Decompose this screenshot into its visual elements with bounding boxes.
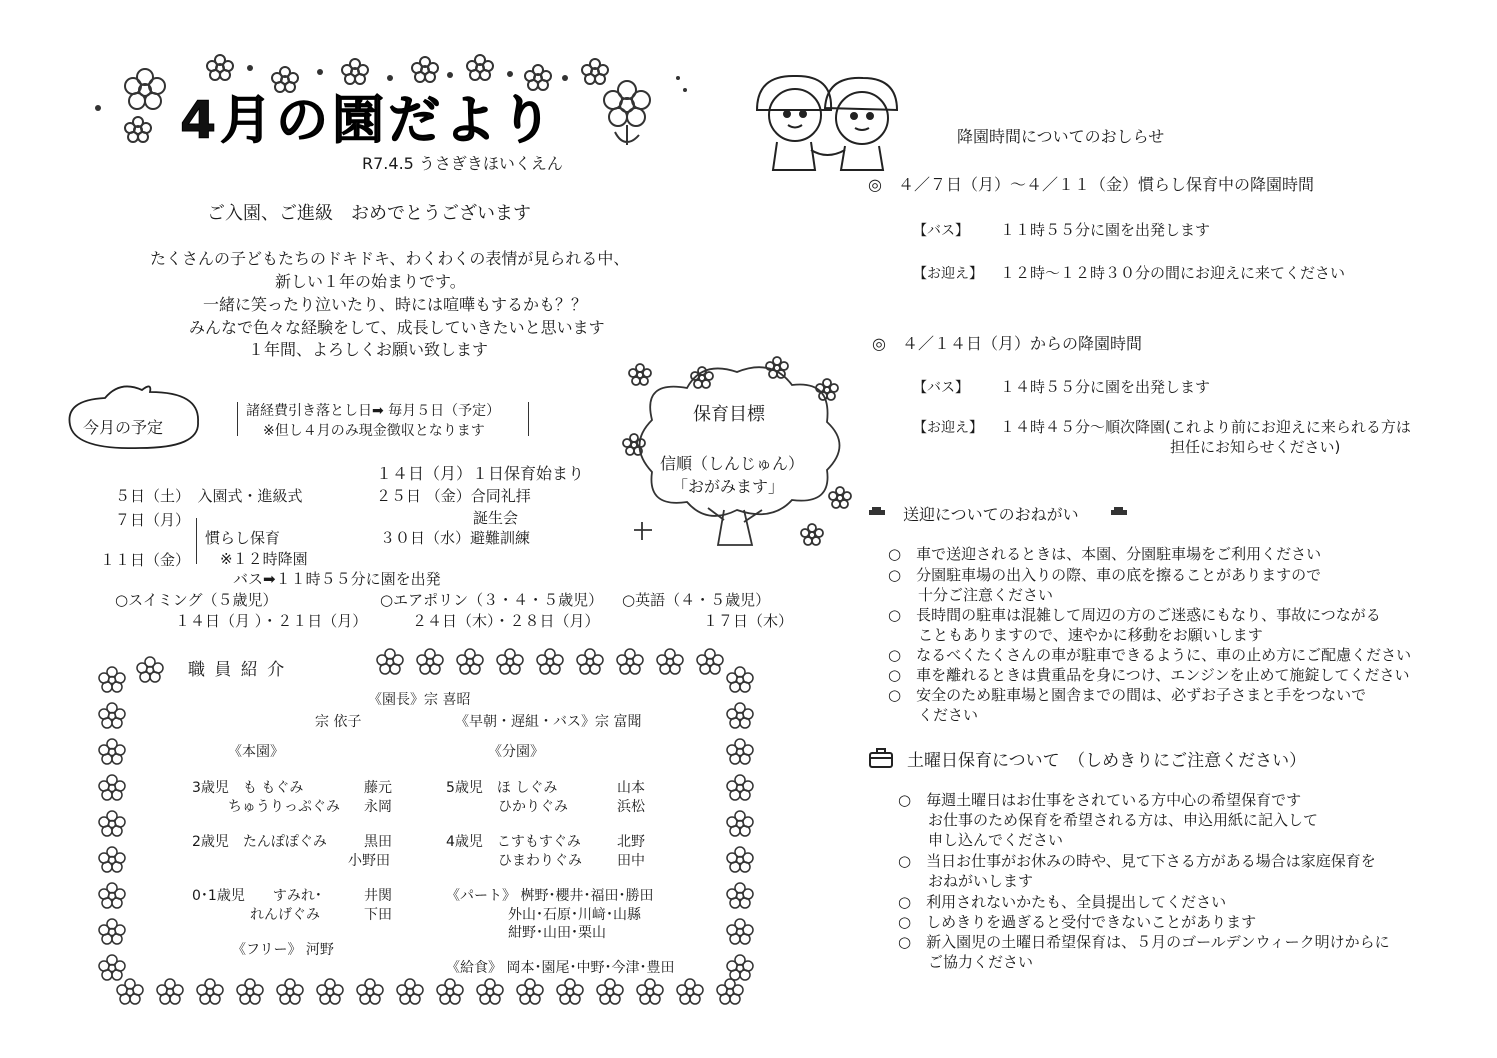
goal-line-2: 「おがみます」 bbox=[672, 477, 785, 496]
car-icon bbox=[1110, 506, 1128, 518]
staff-class: ちゅうりっぷぐみ bbox=[228, 799, 340, 815]
transport-item: 十分ご注意ください bbox=[888, 586, 1054, 604]
schedule-item: バス➡１１時５５分に園を出発 bbox=[233, 570, 441, 588]
transport-item: ください bbox=[888, 706, 979, 724]
staff-vice: 宗 依子 bbox=[315, 714, 362, 730]
schedule-item: 慣らし保育 bbox=[205, 529, 281, 547]
pickup-section-1: ◎ ４／７日（月）～４／１１（金）慣らし保育中の降園時間 bbox=[868, 175, 1314, 194]
transport-item: ○ 車で送迎されるときは、本園、分園駐車場をご利用ください bbox=[888, 545, 1322, 563]
staff-branch-label: 《分園》 bbox=[488, 744, 544, 760]
staff-class: 3歳児 も もぐみ bbox=[192, 780, 304, 796]
staff-teacher: 黒田 bbox=[364, 834, 392, 850]
saturday-item: おねがいします bbox=[898, 872, 1034, 890]
transport-item: ○ 車を離れるときは貴重品を身につけ、エンジンを止めて施錠してください bbox=[888, 666, 1410, 684]
greeting-heading: ご入園、ご進級 おめでとうございます bbox=[207, 203, 531, 224]
pickup-mukae-text-2: 担任にお知らせください) bbox=[1170, 438, 1341, 456]
pickup-bus-text: １１時５５分に園を出発します bbox=[1000, 221, 1211, 239]
schedule-item: 誕生会 bbox=[473, 509, 519, 527]
schedule-item: ○エアポリン（３・４・５歳児） bbox=[380, 591, 604, 609]
staff-teacher: 藤元 bbox=[364, 780, 392, 796]
pickup-mukae-text: １４時４５分～順次降園(これより前にお迎えに来られる方は bbox=[1000, 418, 1411, 436]
transport-item: こともありますので、速やかに移動をお願いします bbox=[888, 626, 1263, 644]
pickup-mukae-text: １２時～１２時３０分の間にお迎えに来てください bbox=[1000, 264, 1346, 282]
staff-free: 《フリー》 河野 bbox=[232, 942, 334, 958]
schedule-item: １１日（金） bbox=[100, 551, 191, 569]
schedule-item: ３０日（水）避難訓練 bbox=[380, 529, 531, 547]
pickup-bus-label: 【バス】 bbox=[913, 380, 969, 396]
staff-kitchen: 《給食》 岡本･園尾･中野･今津･豊田 bbox=[446, 960, 675, 976]
transport-item: ○ 分園駐車場の出入りの際、車の底を擦ることがありますので bbox=[888, 566, 1322, 584]
schedule-item: ※１２時降園 bbox=[220, 550, 308, 568]
schedule-item: ○スイミング（５歳児） bbox=[115, 591, 278, 609]
staff-teacher: 永岡 bbox=[364, 799, 392, 815]
page-title: 4月の園だより bbox=[180, 91, 557, 151]
staff-teacher: 田中 bbox=[617, 853, 645, 869]
saturday-item: ○ 利用されないかたも、全員提出してください bbox=[898, 893, 1227, 911]
pickup-bus-text: １４時５５分に園を出発します bbox=[1000, 378, 1211, 396]
schedule-item: １４日（月）１日保育始まり bbox=[376, 464, 585, 483]
staff-class: ひまわりぐみ bbox=[498, 853, 582, 869]
saturday-item: ご協力ください bbox=[898, 953, 1034, 971]
greeting-line: たくさんの子どもたちのドキドキ、わくわくの表情が見られる中、 bbox=[150, 249, 630, 268]
children-illustration bbox=[745, 70, 915, 180]
saturday-item: 申し込んでください bbox=[898, 831, 1064, 849]
saturday-item: お仕事のため保育を希望される方は、申込用紙に記入して bbox=[898, 811, 1319, 829]
pickup-section-2: ◎ ４／１４日（月）からの降園時間 bbox=[872, 334, 1142, 353]
staff-teacher: 北野 bbox=[617, 834, 645, 850]
pickup-bus-label: 【バス】 bbox=[913, 223, 969, 239]
saturday-item: ○ 新入園児の土曜日希望保育は、５月のゴールデンウィーク明けからに bbox=[898, 933, 1390, 951]
goal-line-1: 信順（しんじゅん） bbox=[660, 454, 805, 473]
greeting-line: １年間、よろしくお願い致します bbox=[248, 340, 489, 359]
transport-title: 送迎についてのおねがい bbox=[903, 505, 1079, 524]
saturday-title: 土曜日保育について （しめきりにご注意ください） bbox=[907, 751, 1307, 771]
transport-item: ○ なるべくたくさんの車が駐車できるように、車の止め方にご配慮ください bbox=[888, 646, 1412, 664]
bag-icon bbox=[868, 746, 896, 770]
staff-class: ひかりぐみ bbox=[498, 799, 568, 815]
transport-item: ○ 長時間の駐車は混雑して周辺の方のご迷惑にもなり、事故につながる bbox=[888, 606, 1381, 624]
schedule-item: ５日（土） 入園式・進級式 bbox=[115, 487, 303, 505]
schedule-item: １７日（木） bbox=[703, 612, 794, 630]
staff-teacher: 山本 bbox=[617, 780, 645, 796]
staff-bus: 《早朝・遅組・バス》宗 富聞 bbox=[455, 714, 642, 730]
staff-part: 《パート》 桝野･櫻井･福田･勝田 bbox=[446, 888, 654, 904]
car-icon bbox=[868, 506, 886, 518]
staff-class: れんげぐみ bbox=[250, 907, 320, 923]
staff-class: 0･1歳児 すみれ･ bbox=[192, 888, 322, 904]
schedule-item: １４日（月 ）・２１日（月） bbox=[175, 612, 368, 630]
staff-teacher: 浜松 bbox=[617, 799, 645, 815]
staff-part: 紺野･山田･栗山 bbox=[508, 925, 606, 941]
saturday-item: ○ 毎週土曜日はお仕事をされている方中心の希望保育です bbox=[898, 791, 1302, 809]
schedule-item: ２５日 （金）合同礼拝 bbox=[376, 487, 531, 505]
staff-teacher: 井関 bbox=[364, 888, 392, 904]
staff-class: 4歳児 こすもすぐみ bbox=[446, 834, 581, 850]
fee-line-2: ※但し４月のみ現金徴収となります bbox=[263, 423, 485, 439]
schedule-item: ７日（月） bbox=[115, 511, 191, 529]
saturday-item: ○ 当日お仕事がお休みの時や、見て下さる方がある場合は家庭保育を bbox=[898, 852, 1376, 870]
staff-title: 職 員 紹 介 bbox=[188, 660, 287, 680]
schedule-label: 今月の予定 bbox=[83, 418, 164, 437]
date-school: R7.4.5 うさぎきほいくえん bbox=[362, 154, 563, 173]
saturday-item: ○ しめきりを過ぎると受付できないことがあります bbox=[898, 913, 1257, 931]
staff-teacher: 下田 bbox=[364, 907, 392, 923]
transport-item: ○ 安全のため駐車場と園舎までの間は、必ずお子さまと手をつないで bbox=[888, 686, 1367, 704]
staff-part: 外山･石原･川﨑･山縣 bbox=[508, 907, 641, 923]
staff-principal: 《園長》宗 喜昭 bbox=[368, 692, 471, 708]
pickup-title: 降園時間についてのおしらせ bbox=[957, 127, 1165, 146]
greeting-line: みんなで色々な経験をして、成長していきたいと思います bbox=[189, 318, 605, 337]
pickup-mukae-label: 【お迎え】 bbox=[913, 266, 983, 282]
goal-title: 保育目標 bbox=[693, 404, 765, 425]
fee-line-1: 諸経費引き落とし日➡ 毎月５日（予定） bbox=[246, 403, 501, 419]
schedule-item: ○英語（４・５歳児） bbox=[622, 591, 771, 609]
staff-class: 2歳児 たんぽぽぐみ bbox=[192, 834, 327, 850]
staff-main-label: 《本園》 bbox=[228, 744, 284, 760]
staff-teacher: 小野田 bbox=[348, 853, 390, 869]
pickup-mukae-label: 【お迎え】 bbox=[913, 420, 983, 436]
greeting-line: 新しい１年の始まりです。 bbox=[275, 272, 466, 291]
greeting-line: 一緒に笑ったり泣いたり、時には喧嘩もするかも？？ bbox=[203, 295, 588, 314]
staff-class: 5歳児 ほ しぐみ bbox=[446, 780, 558, 796]
schedule-item: ２４日（木）・２８日（月） bbox=[412, 612, 600, 630]
